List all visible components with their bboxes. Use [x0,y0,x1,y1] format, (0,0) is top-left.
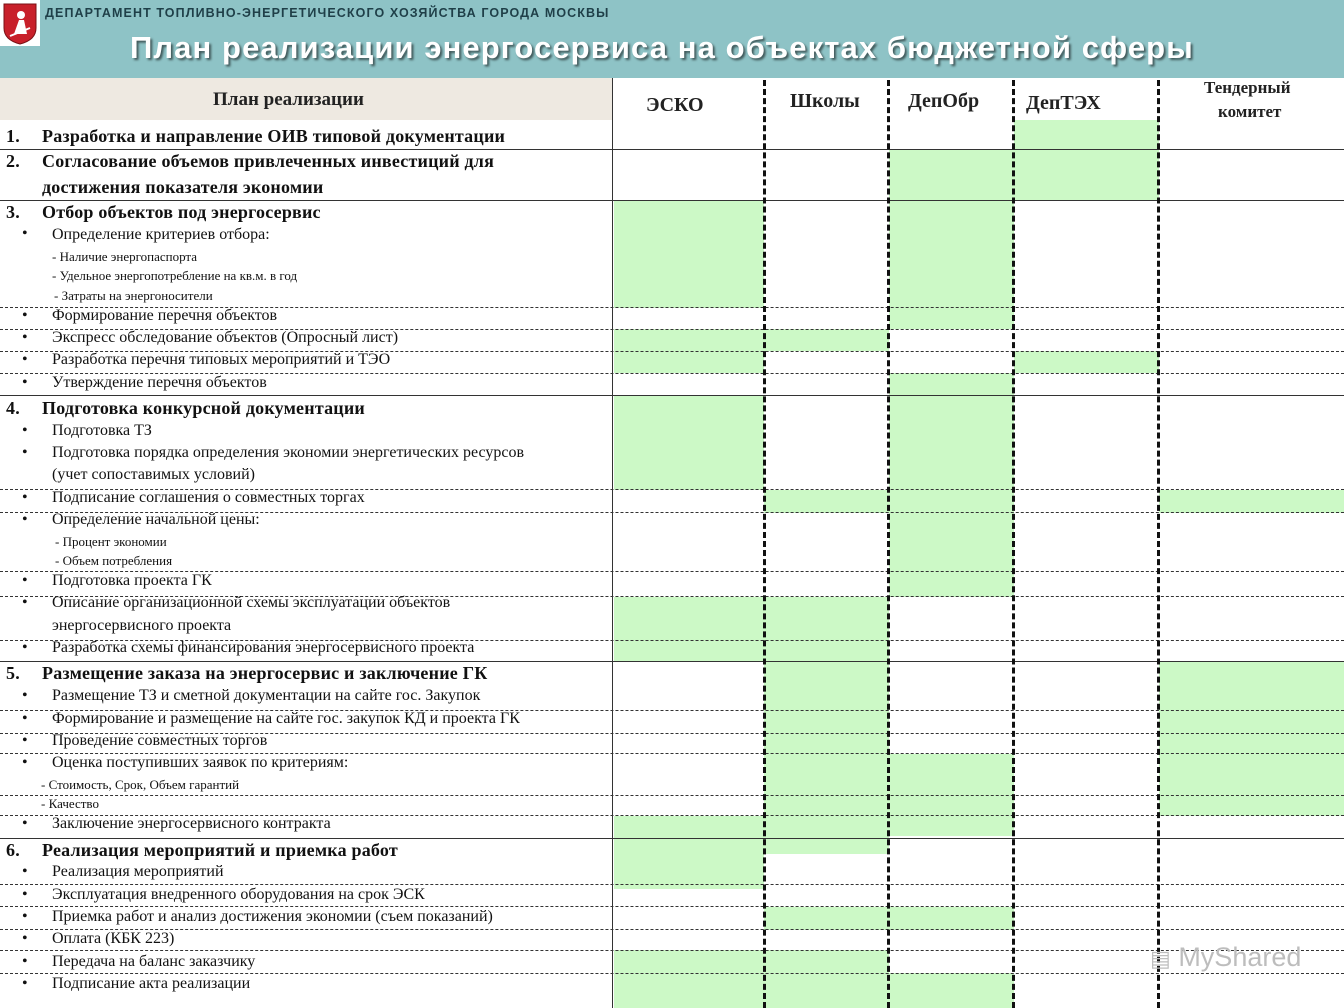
row-4f-line1: Описание организационной схемы эксплуатации объектов [52,594,451,611]
watermark-text: MyShared [1178,942,1302,972]
column-header-depobr: ДепОбр [908,90,980,112]
column-header-plan: План реализации [213,89,364,110]
row-4g-text: Разработка схемы финансирования энергосервисного проекта [52,639,475,656]
cell-esco [614,839,764,889]
row-3-number: 3. [6,202,20,222]
row-3-text: Отбор объектов под энергосервис [42,202,321,222]
row-divider [0,838,1344,839]
row-6a-text: Реализация мероприятий [52,863,224,880]
cell-depteh [1014,120,1159,150]
cell-esco [614,351,764,373]
bullet-icon: • [22,511,28,528]
cell-schools [764,950,889,973]
row-divider [0,200,1344,201]
bullet-icon: • [22,710,28,727]
row-divider [0,395,1344,396]
bullet-icon: • [22,329,28,346]
row-6-text: Реализация мероприятий и приемка работ [42,840,398,860]
cell-depobr [889,907,1014,930]
row-6b-text: Эксплуатация внедренного оборудования на срок ЭСК [52,886,425,903]
watermark [1150,942,1301,973]
row-3c-text: Экспресс обследование объектов (Опросный лист) [52,329,399,346]
cell-tender [1159,661,1344,816]
row-3e-text: Утверждение перечня объектов [52,374,267,391]
bullet-icon: • [22,886,28,903]
cell-depobr [889,373,1014,395]
row-2-line2: достижения показателя экономии [42,177,324,197]
bullet-icon: • [22,225,28,242]
bullet-icon: • [22,732,28,749]
moscow-coat-of-arms-icon [0,0,40,46]
bullet-icon: • [22,639,28,656]
cell-schools [764,907,889,930]
cell-tender [1159,490,1344,513]
row-4d-sub2: - Объем потребления [55,553,173,568]
cell-schools [764,973,889,1008]
cell-depteh [1014,351,1159,373]
row-3b-text: Формирование перечня объектов [52,307,278,324]
bullet-icon: • [22,307,28,324]
row-4-text: Подготовка конкурсной документации [42,398,365,418]
bullet-icon: • [22,908,28,925]
row-4d-sub1: - Процент экономии [55,534,167,549]
row-4c-text: Подписание соглашения о совместных торгах [52,489,365,506]
row-2-line1: Согласование объемов привлеченных инвестиций для [42,151,495,171]
row-5d-text: Оценка поступивших заявок по критериям: [52,754,349,771]
row-4-number: 4. [6,398,20,418]
row-6e-text: Передача на баланс заказчику [52,953,256,970]
row-divider [0,795,1344,796]
bullet-icon: • [22,444,28,461]
row-5d-sub2: - Качество [41,796,99,811]
column-header-depteh: ДепТЭХ [1026,92,1101,114]
row-2-number: 2. [6,151,20,171]
row-3a-sub1: - Наличие энергопаспорта [52,249,198,264]
row-6-number: 6. [6,840,20,860]
bullet-icon: • [22,930,28,947]
department-name: ДЕПАРТАМЕНТ ТОПЛИВНО-ЭНЕРГЕТИЧЕСКОГО ХОЗЯЙСТВА ГОРОДА МОСКВЫ [45,6,610,20]
column-header-tender-line1: Тендерный [1204,78,1291,97]
bullet-icon: • [22,594,28,611]
cell-depobr [889,395,1014,490]
row-5b-text: Формирование и размещение на сайте гос. закупок КД и проекта ГК [52,710,520,727]
row-4a-text: Подготовка ТЗ [52,422,152,439]
bullet-icon: • [22,754,28,771]
header-banner [0,0,1344,78]
column-header-tender-line2: комитет [1218,102,1282,121]
row-6c-text: Приемка работ и анализ достижения экономии (съем показаний) [52,908,493,925]
row-6d-text: Оплата (КБК 223) [52,930,175,947]
cell-esco [614,200,764,308]
row-3a-sub2: - Удельное энергопотребление на кв.м. в год [52,268,298,283]
column-header-schools: Школы [790,90,860,112]
bullet-icon: • [22,351,28,368]
column-header-esco: ЭСКО [646,94,704,116]
bullet-icon: • [22,489,28,506]
row-3a-sub3: - Затраты на энергоносители [54,288,213,303]
cell-depobr [889,200,1014,308]
cell-depobr [889,150,1014,200]
row-divider [0,950,1344,951]
bullet-icon: • [22,572,28,589]
column-divider [887,80,890,1008]
cell-depobr [889,973,1014,1008]
column-divider [763,80,766,1008]
row-4e-text: Подготовка проекта ГК [52,572,212,589]
bullet-icon: • [22,953,28,970]
row-4b-line2: (учет сопоставимых условий) [52,466,256,483]
row-4d-text: Определение начальной цены: [52,511,260,528]
row-divider [0,906,1344,907]
row-5d-sub1: - Стоимость, Срок, Объем гарантий [41,777,240,792]
cell-esco [614,395,764,490]
row-3a-text: Определение критериев отбора: [52,226,270,243]
bullet-icon: • [22,687,28,704]
row-5-number: 5. [6,663,20,683]
row-3d-text: Разработка перечня типовых мероприятий и ТЭО [52,351,391,368]
bullet-icon: • [22,815,28,832]
row-divider [0,661,1344,662]
column-divider [1157,80,1160,1008]
column-divider [1012,80,1015,1008]
cell-schools [764,661,889,854]
bullet-icon: • [22,975,28,992]
row-5c-text: Проведение совместных торгов [52,732,268,749]
row-5-text: Размещение заказа на энергосервис и заключение ГК [42,663,488,683]
row-divider [0,884,1344,885]
row-1-number: 1. [6,126,20,146]
cell-depteh [1014,150,1159,200]
row-divider [0,929,1344,930]
row-1-text: Разработка и направление ОИВ типовой документации [42,126,506,146]
cell-esco [614,597,889,661]
page-title: План реализации энергосервиса на объектах бюджетной сферы [130,30,1194,65]
cell-esco [614,329,764,351]
cell-depobr [889,308,1014,329]
cell-schools [764,490,889,513]
cell-esco [614,950,764,973]
bullet-icon: • [22,374,28,391]
column-divider [612,78,613,1008]
row-6f-text: Подписание акта реализации [52,975,251,992]
row-divider [0,149,1344,150]
bullet-icon: • [22,863,28,880]
presentation-icon: ▤ [1150,946,1171,971]
row-4b-line1: Подготовка порядка определения экономии энергетических ресурсов [52,444,525,461]
row-divider [0,973,1344,974]
cell-depobr [889,490,1014,513]
row-5e-text: Заключение энергосервисного контракта [52,815,331,832]
cell-schools [764,329,889,351]
bullet-icon: • [22,422,28,439]
row-4f-line2: энергосервисного проекта [52,617,232,634]
row-5a-text: Размещение ТЗ и сметной документации на сайте гос. Закупок [52,687,481,704]
cell-esco [614,973,764,1008]
cell-depobr [889,513,1014,597]
implementation-table [0,78,1344,1008]
